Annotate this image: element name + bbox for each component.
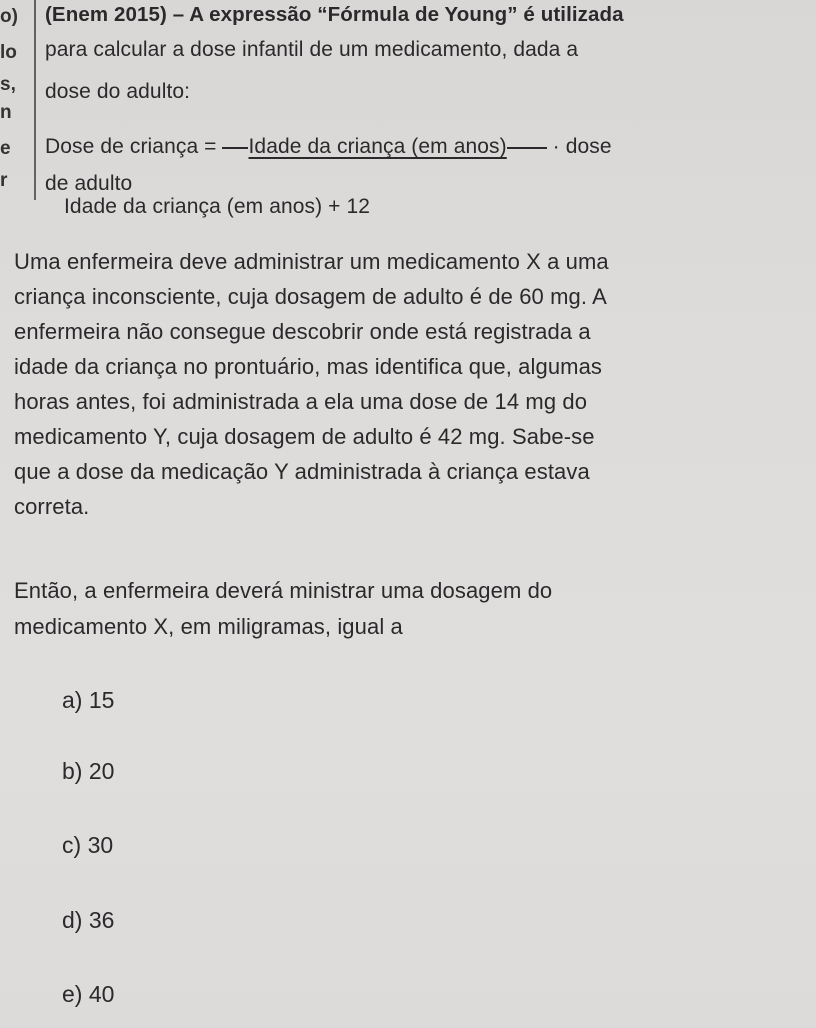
paragraph-line: Uma enfermeira deve administrar um medicamento X a uma (14, 249, 609, 274)
option-letter: c) (62, 832, 82, 858)
paragraph-line: correta. (14, 494, 90, 519)
margin-fragment: r (0, 170, 8, 191)
fraction-bar-right (507, 147, 547, 149)
formula-times-dose: · dose (552, 135, 612, 158)
option-value: 40 (88, 981, 115, 1007)
paragraph-line: enfermeira não consegue descobrir onde está registrada a (14, 319, 591, 344)
formula-denominator: Idade da criança (em anos) + 12 (64, 195, 371, 218)
paragraph-line: medicamento Y, cuja dosagem de adulto é 42 mg. Sabe-se (14, 424, 595, 449)
option-letter: e) (62, 981, 83, 1007)
formula-line (45, 135, 612, 159)
fraction-bar-left (222, 147, 248, 149)
option-a[interactable] (62, 687, 114, 714)
paragraph-line: horas antes, foi administrada a ela uma dose de 14 mg do (14, 389, 588, 414)
question-header-text: – A expressão “Fórmula de Young” é utilizada (172, 3, 624, 26)
option-value: 30 (87, 832, 114, 858)
option-letter: a) (62, 687, 83, 713)
left-margin-fragments (0, 0, 32, 230)
intro-line: dose do adulto: (45, 80, 191, 103)
question-source: (Enem 2015) (45, 3, 167, 26)
option-value: 20 (88, 758, 115, 784)
paragraph-line: que a dose da medicação Y administrada à criança estava (14, 459, 590, 484)
question-header (45, 3, 624, 27)
margin-rule-line (34, 0, 36, 200)
option-value: 15 (88, 687, 115, 713)
margin-fragment: o) (0, 6, 18, 27)
option-b[interactable] (62, 758, 114, 785)
margin-fragment: n (0, 102, 12, 123)
formula-lhs: Dose de criança = (45, 135, 217, 158)
question-line: Então, a enfermeira deverá ministrar uma dosagem do (14, 578, 553, 603)
margin-fragment: e (0, 138, 11, 159)
margin-fragment: s, (0, 74, 16, 95)
option-c[interactable] (62, 832, 113, 859)
option-e[interactable] (62, 981, 114, 1008)
question-line: medicamento X, em miligramas, igual a (14, 614, 403, 639)
margin-fragment: lo (0, 42, 17, 63)
option-d[interactable] (62, 907, 114, 934)
option-value: 36 (88, 907, 115, 933)
formula-numerator: Idade da criança (em anos) (248, 135, 507, 158)
paragraph-line: criança inconsciente, cuja dosagem de adulto é de 60 mg. A (14, 284, 607, 309)
formula-adult: de adulto (45, 172, 133, 195)
intro-line: para calcular a dose infantil de um medicamento, dada a (45, 38, 579, 61)
option-letter: d) (62, 907, 83, 933)
option-letter: b) (62, 758, 83, 784)
paragraph-line: idade da criança no prontuário, mas identifica que, algumas (14, 354, 603, 379)
